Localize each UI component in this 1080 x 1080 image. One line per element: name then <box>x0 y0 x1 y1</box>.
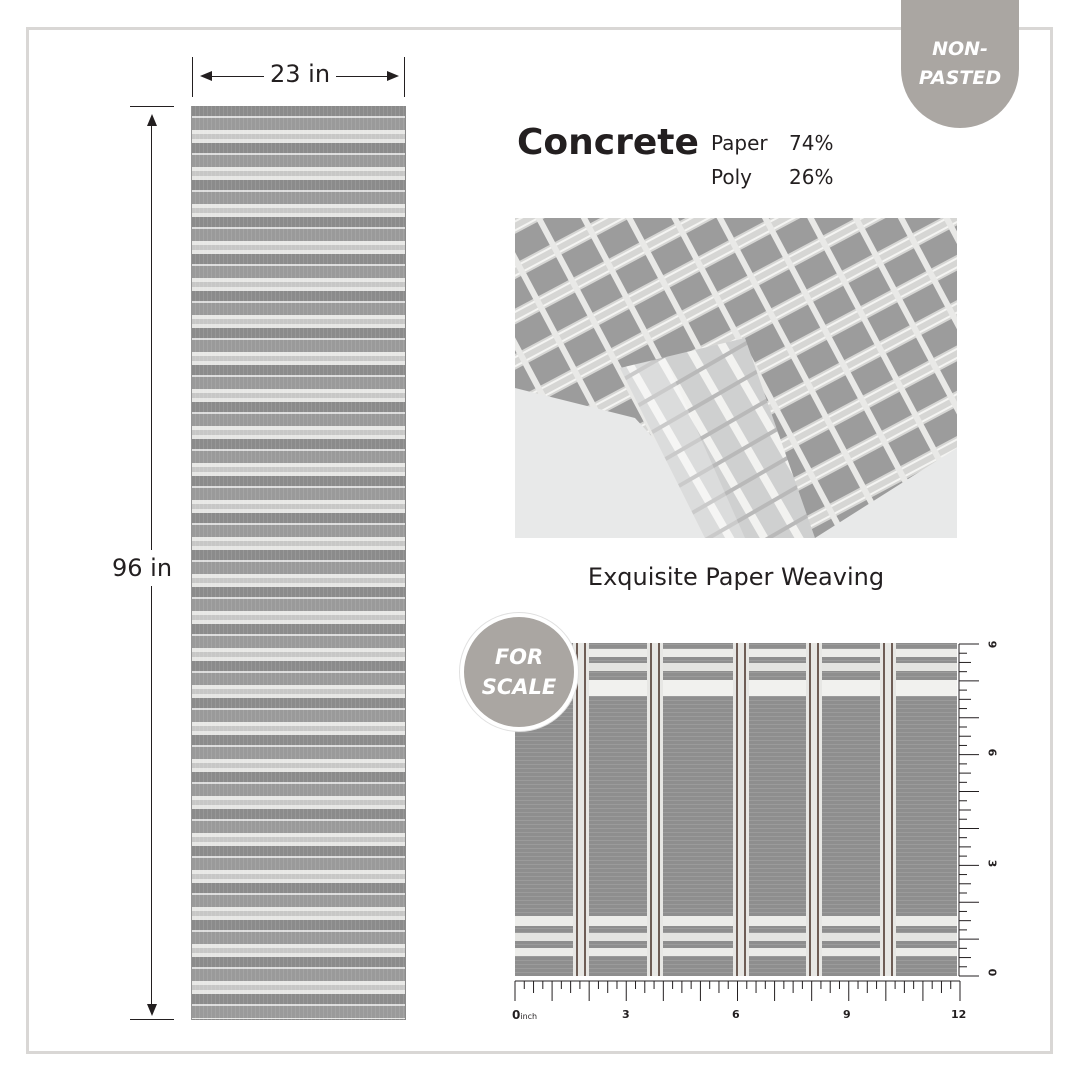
ruler-bottom-label-3: 3 <box>622 1008 630 1021</box>
right-ruler <box>958 640 982 980</box>
width-arrow-right-icon <box>387 70 399 82</box>
badge-line-2: PASTED <box>918 67 1002 89</box>
non-pasted-badge <box>901 0 1019 128</box>
ruler-unit: inch <box>520 1012 538 1021</box>
height-tick-bottom <box>130 1019 174 1020</box>
ruler-right-label-6: 6 <box>985 748 999 757</box>
ruler-bottom-label-9: 9 <box>843 1008 851 1021</box>
height-arrow-down-icon <box>146 1004 158 1016</box>
ruler-right-label-0: 0 <box>985 968 999 977</box>
badge-line-1: NON- <box>932 38 988 60</box>
height-label: 96 in <box>112 550 172 586</box>
composition-material-1: Paper <box>711 131 768 155</box>
composition-material-2: Poly <box>711 165 752 189</box>
composition-percent-2: 26% <box>789 165 834 189</box>
height-arrow-up-icon <box>146 114 158 126</box>
folded-wallpaper-photo <box>515 218 957 538</box>
ruler-right-label-3: 3 <box>985 859 999 868</box>
subtitle: Exquisite Paper Weaving <box>587 563 885 591</box>
scale-badge-line-2: SCALE <box>481 675 557 699</box>
width-tick-left <box>192 57 193 97</box>
height-tick-top <box>130 106 174 107</box>
ruler-right-label-9: 9 <box>985 640 999 649</box>
scale-closeup-photo <box>515 643 957 976</box>
product-name: Concrete <box>517 122 699 163</box>
composition-percent-1: 74% <box>789 131 834 155</box>
scale-badge-line-1: FOR <box>494 645 544 669</box>
ruler-bottom-label-0: 0inch <box>512 1008 538 1022</box>
wallpaper-roll-swatch <box>191 106 406 1020</box>
ruler-bottom-label-6: 6 <box>732 1008 740 1021</box>
bottom-ruler <box>510 980 970 1004</box>
for-scale-badge <box>460 613 578 731</box>
width-label: 23 in <box>264 60 336 88</box>
width-tick-right <box>404 57 405 97</box>
ruler-bottom-label-12: 12 <box>951 1008 967 1021</box>
width-arrow-left-icon <box>200 70 212 82</box>
